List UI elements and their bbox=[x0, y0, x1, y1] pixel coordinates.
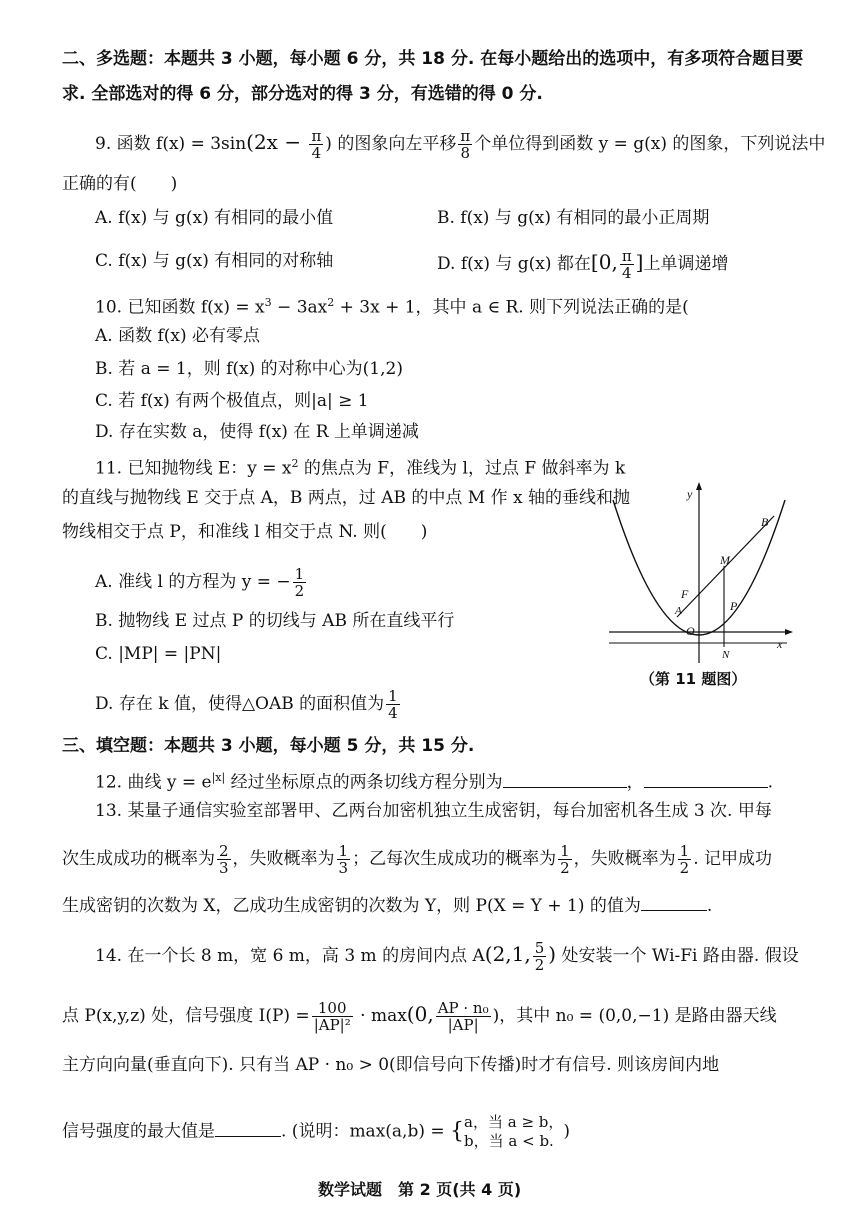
q11-figure-caption: （第 11 题图） bbox=[640, 670, 747, 688]
q14-stem-line3: 主方向向量(垂直向下). 只有当 AP · n₀ > 0(即信号向下传播)时才有信号. 则该房间内地 bbox=[62, 1055, 720, 1075]
q10-option-d: D. 存在实数 a，使得 f(x) 在 R 上单调递减 bbox=[95, 422, 419, 442]
q14-case-1: a，当 a ≥ b， bbox=[464, 1113, 564, 1131]
q10-option-c: C. 若 f(x) 有两个极值点，则|a| ≥ 1 bbox=[95, 391, 369, 411]
q14-case-2: b，当 a < b. bbox=[464, 1132, 554, 1150]
q9-option-a: A. f(x) 与 g(x) 有相同的最小值 bbox=[95, 208, 334, 228]
q13-stem-line2: 次生成成功的概率为 $\frac{2}{3}$ ，失败概率为 $\frac{1}{3}$ ；乙每次生成成功的概率为 $\frac{1}{2}$ ，失败概率为 $\frac{1}{2}$ . 记甲成功 bbox=[62, 842, 772, 877]
q12-stem: 12. 曲线 $y = e^{|x|}$ 经过坐标原点的两条切线方程分别为 ， . bbox=[95, 771, 773, 793]
q10-option-b: B. 若 a = 1，则 f(x) 的对称中心为(1,2) bbox=[95, 359, 403, 379]
q14-stem-line1: 14. 在一个长 8 m，宽 6 m，高 3 m 的房间内点 A(2,1, $\frac{5}{2}$ ) 处安装一个 Wi-Fi 路由器. 假设 bbox=[95, 939, 799, 974]
q11-stem-line1: 11. 已知抛物线 E：$y = x^2$ 的焦点为 F，准线为 l，过点 F 做斜率为 k bbox=[95, 457, 626, 479]
fig-label-y: y bbox=[687, 487, 693, 501]
fig-y-arrow bbox=[696, 482, 702, 490]
fig-label-f: F bbox=[681, 587, 689, 601]
q11-option-c: C. |MP| = |PN| bbox=[95, 644, 222, 664]
q13-answer-blank[interactable] bbox=[641, 894, 707, 911]
q11-stem-line3: 物线相交于点 P，和准线 l 相交于点 N. 则( ) bbox=[62, 522, 428, 542]
q14-stem-line4: 信号强度的最大值是 . (说明：max(a,b) = { a，当 a ≥ b， b，当 a < b. ) bbox=[62, 1113, 571, 1150]
q9-option-d: D. f(x) 与 g(x) 都在[0, $\frac{\pi}{4}$ ]上单调递增 bbox=[437, 247, 729, 282]
q9-stem-line2: 正确的有( ) bbox=[62, 174, 178, 194]
q12-answer-blank-2[interactable] bbox=[644, 771, 768, 788]
fig-label-n: N bbox=[722, 649, 730, 661]
q11-option-d: D. 存在 k 值，使得△OAB 的面积值为 $\frac{1}{4}$ bbox=[95, 687, 398, 722]
q9-option-c: C. f(x) 与 g(x) 有相同的对称轴 bbox=[95, 251, 334, 271]
q13-stem-line1: 13. 某量子通信实验室部署甲、乙两台加密机独立生成密钥，每台加密机各生成 3 次. 甲每 bbox=[95, 801, 772, 821]
fig-x-arrow bbox=[785, 629, 793, 635]
fig-label-m: M bbox=[720, 553, 730, 567]
fig-label-o: O bbox=[686, 624, 695, 638]
q13-stem-line3: 生成密钥的次数为 X，乙成功生成密钥的次数为 Y，则 P(X = Y + 1) 的值为 . bbox=[62, 896, 713, 916]
q14-stem-line2: 点 P(x,y,z) 处，信号强度 I(P) = $\frac{100}{\text{|AP|²}}$ · max(0, $\frac{\text{AP · n₀}}{|AP|}$ )，其中 n₀ = (0,0,−1) 是路由器天线 bbox=[62, 999, 777, 1034]
fig-label-x: x bbox=[777, 637, 783, 651]
fig-label-a: A bbox=[675, 605, 682, 617]
q11-option-b: B. 抛物线 E 过点 P 的切线与 AB 所在直线平行 bbox=[95, 611, 455, 631]
q14-answer-blank[interactable] bbox=[215, 1120, 281, 1137]
fig-label-b: B bbox=[761, 515, 769, 529]
section2-heading-line2: 求. 全部选对的得 6 分，部分选对的得 3 分，有选错的得 0 分. bbox=[62, 84, 543, 104]
page-footer: 数学试题 第 2 页(共 4 页) bbox=[318, 1180, 522, 1199]
q11-stem-line2: 的直线与抛物线 E 交于点 A，B 两点，过 AB 的中点 M 作 x 轴的垂线和抛 bbox=[62, 488, 630, 508]
q11-parabola-figure bbox=[605, 480, 795, 665]
q11-option-a: A. 准线 l 的方程为 y = − $\frac{1}{2}$ bbox=[95, 565, 305, 600]
section2-heading-line1: 二、多选题：本题共 3 小题，每小题 6 分，共 18 分. 在每小题给出的选项中，有多项符合题目要 bbox=[62, 49, 804, 69]
q12-answer-blank-1[interactable] bbox=[503, 771, 627, 788]
section3-heading: 三、填空题：本题共 3 小题，每小题 5 分，共 15 分. bbox=[62, 736, 475, 756]
q10-option-a: A. 函数 f(x) 必有零点 bbox=[95, 326, 261, 346]
fig-label-p: P bbox=[730, 599, 738, 613]
q9-stem: 9. 函数 f(x) = 3sin(2x − $\frac{\pi}{4}$ ) 的图象向左平移 $\frac{\pi}{8}$ 个单位得到函数 y = g(x) 的图象，下列说法中 bbox=[95, 127, 826, 162]
q9-option-b: B. f(x) 与 g(x) 有相同的最小正周期 bbox=[437, 208, 710, 228]
q10-stem: 10. 已知函数 $f(x) = x^3 - 3ax^2 + 3x + 1$，其中 a ∈ R. 则下列说法正确的是( bbox=[95, 296, 689, 318]
